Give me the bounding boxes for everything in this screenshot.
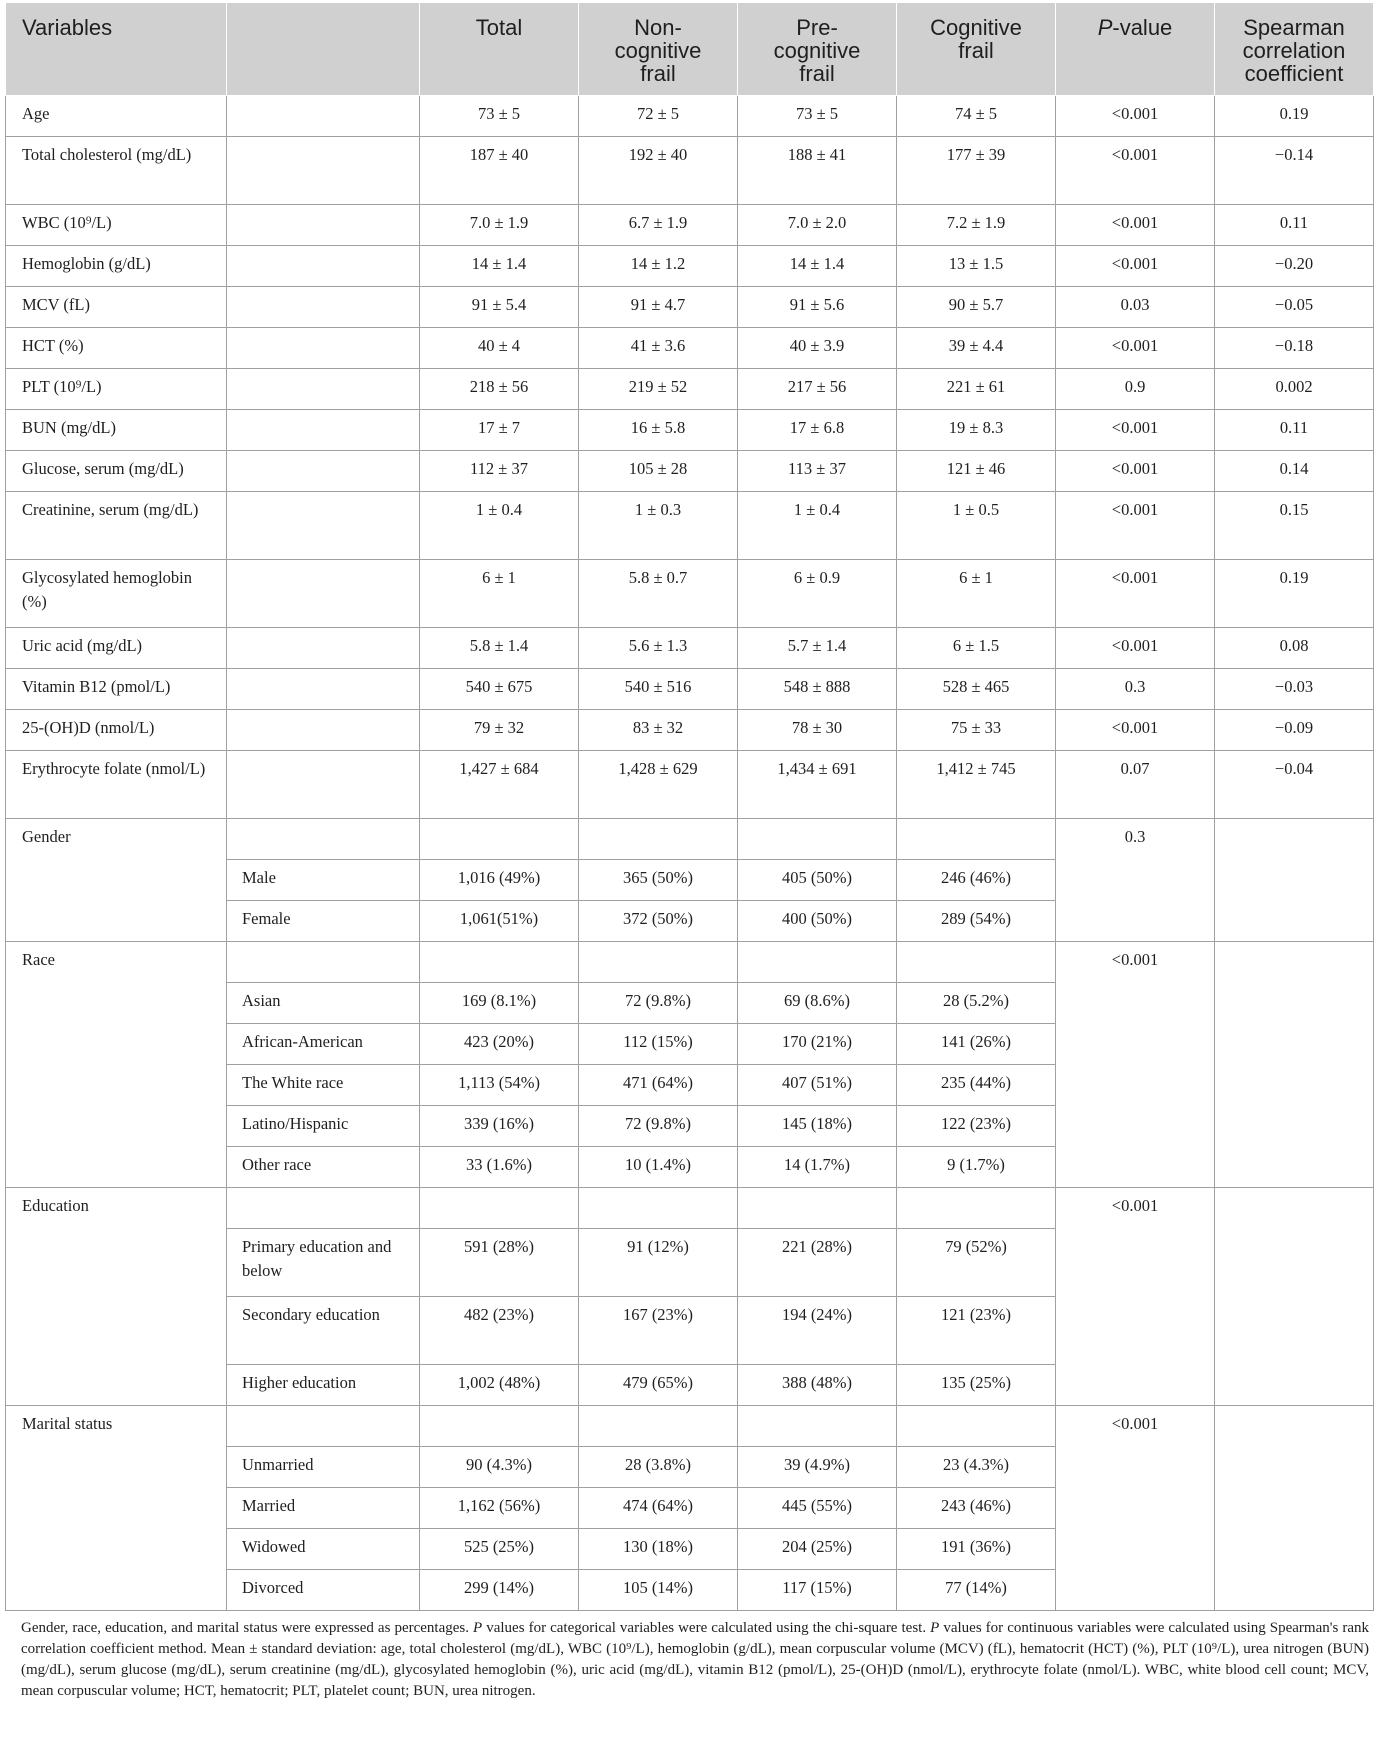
p-value-cell: <0.001 bbox=[1056, 451, 1215, 492]
subcategory-cell bbox=[227, 710, 420, 751]
non-cognitive-frail-cell: 28 (3.8%) bbox=[579, 1447, 738, 1488]
pre-cognitive-frail-cell: 405 (50%) bbox=[738, 860, 897, 901]
cognitive-frail-cell: 221 ± 61 bbox=[897, 369, 1056, 410]
pre-cognitive-frail-cell: 221 (28%) bbox=[738, 1229, 897, 1297]
pre-cognitive-frail-cell: 5.7 ± 1.4 bbox=[738, 628, 897, 669]
cognitive-frail-cell bbox=[897, 819, 1056, 860]
non-cognitive-frail-cell bbox=[579, 1406, 738, 1447]
spearman-cell: 0.19 bbox=[1215, 96, 1374, 137]
variable-cell: BUN (mg/dL) bbox=[6, 410, 227, 451]
total-cell: 1,162 (56%) bbox=[420, 1488, 579, 1529]
spearman-cell: −0.14 bbox=[1215, 137, 1374, 205]
p-value-cell: <0.001 bbox=[1056, 710, 1215, 751]
subcategory-cell bbox=[227, 1406, 420, 1447]
subcategory-cell: Asian bbox=[227, 983, 420, 1024]
total-cell: 423 (20%) bbox=[420, 1024, 579, 1065]
pre-cognitive-frail-cell bbox=[738, 1406, 897, 1447]
variable-cell: MCV (fL) bbox=[6, 287, 227, 328]
non-cognitive-frail-cell: 16 ± 5.8 bbox=[579, 410, 738, 451]
pre-cognitive-frail-cell: 17 ± 6.8 bbox=[738, 410, 897, 451]
variable-cell: HCT (%) bbox=[6, 328, 227, 369]
cognitive-frail-cell: 246 (46%) bbox=[897, 860, 1056, 901]
table-row bbox=[6, 246, 1374, 287]
table-row bbox=[6, 451, 1374, 492]
total-cell: 17 ± 7 bbox=[420, 410, 579, 451]
non-cognitive-frail-cell: 365 (50%) bbox=[579, 860, 738, 901]
non-cognitive-frail-cell: 105 (14%) bbox=[579, 1570, 738, 1611]
pre-cognitive-frail-cell bbox=[738, 819, 897, 860]
header-label: Cognitive frail bbox=[930, 15, 1022, 63]
cognitive-frail-cell: 79 (52%) bbox=[897, 1229, 1056, 1297]
pre-cognitive-frail-cell: 188 ± 41 bbox=[738, 137, 897, 205]
cognitive-frail-cell: 141 (26%) bbox=[897, 1024, 1056, 1065]
p-value-cell: <0.001 bbox=[1056, 1188, 1215, 1406]
total-cell: 79 ± 32 bbox=[420, 710, 579, 751]
cognitive-frail-cell: 23 (4.3%) bbox=[897, 1447, 1056, 1488]
cognitive-frail-cell: 6 ± 1 bbox=[897, 560, 1056, 628]
table-row bbox=[6, 560, 1374, 628]
total-cell: 90 (4.3%) bbox=[420, 1447, 579, 1488]
non-cognitive-frail-cell: 5.8 ± 0.7 bbox=[579, 560, 738, 628]
p-value-cell: <0.001 bbox=[1056, 137, 1215, 205]
non-cognitive-frail-cell: 474 (64%) bbox=[579, 1488, 738, 1529]
non-cognitive-frail-cell: 219 ± 52 bbox=[579, 369, 738, 410]
total-cell: 525 (25%) bbox=[420, 1529, 579, 1570]
spearman-cell bbox=[1215, 942, 1374, 1188]
group-header-row bbox=[6, 942, 1374, 983]
group-variable-cell: Race bbox=[6, 942, 227, 1188]
p-value-cell: <0.001 bbox=[1056, 1406, 1215, 1611]
pre-cognitive-frail-cell: 445 (55%) bbox=[738, 1488, 897, 1529]
total-cell: 591 (28%) bbox=[420, 1229, 579, 1297]
subcategory-cell: Other race bbox=[227, 1147, 420, 1188]
total-cell bbox=[420, 942, 579, 983]
cognitive-frail-cell: 28 (5.2%) bbox=[897, 983, 1056, 1024]
header-label: Non- cognitive frail bbox=[614, 15, 702, 86]
p-value-cell: <0.001 bbox=[1056, 328, 1215, 369]
p-value-cell: 0.07 bbox=[1056, 751, 1215, 819]
cognitive-frail-cell bbox=[897, 1188, 1056, 1229]
subcategory-cell bbox=[227, 246, 420, 287]
non-cognitive-frail-cell: 72 ± 5 bbox=[579, 96, 738, 137]
pre-cognitive-frail-cell: 400 (50%) bbox=[738, 901, 897, 942]
total-cell: 1,427 ± 684 bbox=[420, 751, 579, 819]
variable-cell: Hemoglobin (g/dL) bbox=[6, 246, 227, 287]
variable-cell: Erythrocyte folate (nmol/L) bbox=[6, 751, 227, 819]
subcategory-cell bbox=[227, 369, 420, 410]
total-cell: 7.0 ± 1.9 bbox=[420, 205, 579, 246]
non-cognitive-frail-cell: 72 (9.8%) bbox=[579, 1106, 738, 1147]
header-label: P-value bbox=[1097, 15, 1173, 40]
table-row bbox=[6, 669, 1374, 710]
subcategory-cell: Widowed bbox=[227, 1529, 420, 1570]
spearman-cell: −0.03 bbox=[1215, 669, 1374, 710]
subcategory-cell bbox=[227, 492, 420, 560]
non-cognitive-frail-cell: 83 ± 32 bbox=[579, 710, 738, 751]
pre-cognitive-frail-cell: 407 (51%) bbox=[738, 1065, 897, 1106]
cognitive-frail-cell: 121 ± 46 bbox=[897, 451, 1056, 492]
subcategory-cell: Unmarried bbox=[227, 1447, 420, 1488]
subcategory-cell: The White race bbox=[227, 1065, 420, 1106]
total-cell: 187 ± 40 bbox=[420, 137, 579, 205]
non-cognitive-frail-cell: 1 ± 0.3 bbox=[579, 492, 738, 560]
table-footnote: Gender, race, education, and marital status were expressed as percentages. P values for categorical variables were calculated using the chi-square test. P values for continuous variables were calculated using Spearman's rank correlation coefficient method. Mean ± standard deviation: age, total cholesterol (mg/dL), WBC (10⁹/L), hemoglobin (g/dL), mean corpuscular volume (MCV) (fL), hematocrit (HCT) (%), PLT (10⁹/L), urea nitrogen (BUN) (mg/dL), serum glucose (mg/dL), serum creatinine (mg/dL), glycosylated hemoglobin (%), uric acid (mg/dL), vitamin B12 (pmol/L), 25-(OH)D (nmol/L), erythrocyte folate (nmol/L). WBC, white blood cell count; MCV, mean corpuscular volume; HCT, hematocrit; PLT, platelet count; BUN, urea nitrogen. bbox=[21, 1620, 1369, 1699]
cognitive-frail-cell: 1 ± 0.5 bbox=[897, 492, 1056, 560]
pre-cognitive-frail-cell: 73 ± 5 bbox=[738, 96, 897, 137]
cognitive-frail-cell: 243 (46%) bbox=[897, 1488, 1056, 1529]
p-value-cell: <0.001 bbox=[1056, 410, 1215, 451]
subcategory-cell: Latino/Hispanic bbox=[227, 1106, 420, 1147]
non-cognitive-frail-cell bbox=[579, 1188, 738, 1229]
p-value-cell: <0.001 bbox=[1056, 96, 1215, 137]
total-cell bbox=[420, 819, 579, 860]
non-cognitive-frail-cell: 91 ± 4.7 bbox=[579, 287, 738, 328]
header-label: Pre- cognitive frail bbox=[773, 15, 861, 86]
spearman-cell: 0.11 bbox=[1215, 205, 1374, 246]
table-row bbox=[6, 205, 1374, 246]
total-cell: 112 ± 37 bbox=[420, 451, 579, 492]
subcategory-cell bbox=[227, 287, 420, 328]
pre-cognitive-frail-cell: 7.0 ± 2.0 bbox=[738, 205, 897, 246]
group-header-row bbox=[6, 1188, 1374, 1229]
non-cognitive-frail-cell: 112 (15%) bbox=[579, 1024, 738, 1065]
subcategory-cell: African-American bbox=[227, 1024, 420, 1065]
spearman-cell: 0.19 bbox=[1215, 560, 1374, 628]
p-value-cell: 0.9 bbox=[1056, 369, 1215, 410]
spearman-cell: 0.08 bbox=[1215, 628, 1374, 669]
cognitive-frail-cell bbox=[897, 942, 1056, 983]
total-cell: 1 ± 0.4 bbox=[420, 492, 579, 560]
non-cognitive-frail-cell: 105 ± 28 bbox=[579, 451, 738, 492]
spearman-cell: −0.09 bbox=[1215, 710, 1374, 751]
table-row bbox=[6, 710, 1374, 751]
group-header-row bbox=[6, 1406, 1374, 1447]
non-cognitive-frail-cell: 471 (64%) bbox=[579, 1065, 738, 1106]
cognitive-frail-cell bbox=[897, 1406, 1056, 1447]
pre-cognitive-frail-cell: 78 ± 30 bbox=[738, 710, 897, 751]
pre-cognitive-frail-cell: 69 (8.6%) bbox=[738, 983, 897, 1024]
table-row bbox=[6, 137, 1374, 205]
pre-cognitive-frail-cell: 40 ± 3.9 bbox=[738, 328, 897, 369]
total-cell: 1,113 (54%) bbox=[420, 1065, 579, 1106]
total-cell: 1,016 (49%) bbox=[420, 860, 579, 901]
total-cell: 5.8 ± 1.4 bbox=[420, 628, 579, 669]
pre-cognitive-frail-cell: 39 (4.9%) bbox=[738, 1447, 897, 1488]
total-cell: 540 ± 675 bbox=[420, 669, 579, 710]
pre-cognitive-frail-cell: 6 ± 0.9 bbox=[738, 560, 897, 628]
total-cell: 73 ± 5 bbox=[420, 96, 579, 137]
header-row bbox=[6, 3, 1374, 96]
spearman-cell bbox=[1215, 819, 1374, 942]
total-cell: 40 ± 4 bbox=[420, 328, 579, 369]
p-value-cell: <0.001 bbox=[1056, 205, 1215, 246]
cognitive-frail-cell: 39 ± 4.4 bbox=[897, 328, 1056, 369]
total-cell: 169 (8.1%) bbox=[420, 983, 579, 1024]
table-row bbox=[6, 287, 1374, 328]
spearman-cell: −0.20 bbox=[1215, 246, 1374, 287]
p-value-cell: <0.001 bbox=[1056, 560, 1215, 628]
pre-cognitive-frail-cell: 14 (1.7%) bbox=[738, 1147, 897, 1188]
subcategory-cell bbox=[227, 560, 420, 628]
cognitive-frail-cell: 235 (44%) bbox=[897, 1065, 1056, 1106]
spearman-cell: −0.05 bbox=[1215, 287, 1374, 328]
pre-cognitive-frail-cell: 548 ± 888 bbox=[738, 669, 897, 710]
subcategory-cell bbox=[227, 137, 420, 205]
cognitive-frail-cell: 74 ± 5 bbox=[897, 96, 1056, 137]
non-cognitive-frail-cell: 540 ± 516 bbox=[579, 669, 738, 710]
group-variable-cell: Gender bbox=[6, 819, 227, 942]
header-cognitive-frail bbox=[897, 3, 1056, 96]
total-cell: 14 ± 1.4 bbox=[420, 246, 579, 287]
subcategory-cell: Primary education and below bbox=[227, 1229, 420, 1297]
table-row bbox=[6, 751, 1374, 819]
non-cognitive-frail-cell: 72 (9.8%) bbox=[579, 983, 738, 1024]
non-cognitive-frail-cell bbox=[579, 819, 738, 860]
p-value-cell: <0.001 bbox=[1056, 492, 1215, 560]
pre-cognitive-frail-cell bbox=[738, 942, 897, 983]
cognitive-frail-cell: 121 (23%) bbox=[897, 1297, 1056, 1365]
subcategory-cell bbox=[227, 942, 420, 983]
table-row bbox=[6, 328, 1374, 369]
cognitive-frail-cell: 289 (54%) bbox=[897, 901, 1056, 942]
subcategory-cell: Married bbox=[227, 1488, 420, 1529]
pre-cognitive-frail-cell: 194 (24%) bbox=[738, 1297, 897, 1365]
subcategory-cell: Higher education bbox=[227, 1365, 420, 1406]
subcategory-cell: Divorced bbox=[227, 1570, 420, 1611]
subcategory-cell bbox=[227, 751, 420, 819]
non-cognitive-frail-cell: 372 (50%) bbox=[579, 901, 738, 942]
group-variable-cell: Education bbox=[6, 1188, 227, 1406]
non-cognitive-frail-cell: 479 (65%) bbox=[579, 1365, 738, 1406]
group-variable-cell: Marital status bbox=[6, 1406, 227, 1611]
subcategory-cell: Secondary education bbox=[227, 1297, 420, 1365]
pre-cognitive-frail-cell bbox=[738, 1188, 897, 1229]
total-cell: 6 ± 1 bbox=[420, 560, 579, 628]
header-p-value bbox=[1056, 3, 1215, 96]
variable-cell: WBC (10⁹/L) bbox=[6, 205, 227, 246]
pre-cognitive-frail-cell: 388 (48%) bbox=[738, 1365, 897, 1406]
pre-cognitive-frail-cell: 145 (18%) bbox=[738, 1106, 897, 1147]
subcategory-cell bbox=[227, 1188, 420, 1229]
spearman-cell: 0.14 bbox=[1215, 451, 1374, 492]
spearman-cell: −0.18 bbox=[1215, 328, 1374, 369]
variable-cell: Total cholesterol (mg/dL) bbox=[6, 137, 227, 205]
subcategory-cell bbox=[227, 328, 420, 369]
cognitive-frail-cell: 19 ± 8.3 bbox=[897, 410, 1056, 451]
subcategory-cell bbox=[227, 96, 420, 137]
cognitive-frail-cell: 6 ± 1.5 bbox=[897, 628, 1056, 669]
p-value-cell: <0.001 bbox=[1056, 942, 1215, 1188]
cognitive-frail-cell: 528 ± 465 bbox=[897, 669, 1056, 710]
cognitive-frail-cell: 7.2 ± 1.9 bbox=[897, 205, 1056, 246]
group-header-row bbox=[6, 819, 1374, 860]
variable-cell: Uric acid (mg/dL) bbox=[6, 628, 227, 669]
total-cell: 218 ± 56 bbox=[420, 369, 579, 410]
table-row bbox=[6, 369, 1374, 410]
subcategory-cell: Male bbox=[227, 860, 420, 901]
cognitive-frail-cell: 1,412 ± 745 bbox=[897, 751, 1056, 819]
non-cognitive-frail-cell: 167 (23%) bbox=[579, 1297, 738, 1365]
table-row bbox=[6, 628, 1374, 669]
total-cell: 482 (23%) bbox=[420, 1297, 579, 1365]
total-cell bbox=[420, 1188, 579, 1229]
non-cognitive-frail-cell: 130 (18%) bbox=[579, 1529, 738, 1570]
variable-cell: Age bbox=[6, 96, 227, 137]
header-spearman bbox=[1215, 3, 1374, 96]
pre-cognitive-frail-cell: 1,434 ± 691 bbox=[738, 751, 897, 819]
variable-cell: Vitamin B12 (pmol/L) bbox=[6, 669, 227, 710]
table-body bbox=[6, 96, 1374, 1611]
table-row bbox=[6, 410, 1374, 451]
variable-cell: Creatinine, serum (mg/dL) bbox=[6, 492, 227, 560]
cognitive-frail-cell: 9 (1.7%) bbox=[897, 1147, 1056, 1188]
header-non-cognitive-frail bbox=[579, 3, 738, 96]
cognitive-frail-cell: 122 (23%) bbox=[897, 1106, 1056, 1147]
header-subcategory bbox=[227, 3, 420, 96]
spearman-cell: 0.11 bbox=[1215, 410, 1374, 451]
p-value-cell: 0.03 bbox=[1056, 287, 1215, 328]
total-cell: 339 (16%) bbox=[420, 1106, 579, 1147]
p-value-cell: 0.3 bbox=[1056, 819, 1215, 942]
variable-cell: Glycosylated hemoglobin (%) bbox=[6, 560, 227, 628]
p-value-cell: <0.001 bbox=[1056, 628, 1215, 669]
non-cognitive-frail-cell: 5.6 ± 1.3 bbox=[579, 628, 738, 669]
p-value-cell: <0.001 bbox=[1056, 246, 1215, 287]
subcategory-cell bbox=[227, 451, 420, 492]
pre-cognitive-frail-cell: 91 ± 5.6 bbox=[738, 287, 897, 328]
table-row bbox=[6, 96, 1374, 137]
total-cell: 91 ± 5.4 bbox=[420, 287, 579, 328]
pre-cognitive-frail-cell: 204 (25%) bbox=[738, 1529, 897, 1570]
non-cognitive-frail-cell: 192 ± 40 bbox=[579, 137, 738, 205]
header-pre-cognitive-frail bbox=[738, 3, 897, 96]
variable-cell: 25-(OH)D (nmol/L) bbox=[6, 710, 227, 751]
cognitive-frail-cell: 13 ± 1.5 bbox=[897, 246, 1056, 287]
total-cell: 33 (1.6%) bbox=[420, 1147, 579, 1188]
pre-cognitive-frail-cell: 117 (15%) bbox=[738, 1570, 897, 1611]
header-variables: Variables bbox=[6, 3, 227, 96]
subcategory-cell bbox=[227, 669, 420, 710]
non-cognitive-frail-cell: 41 ± 3.6 bbox=[579, 328, 738, 369]
p-value-cell: 0.3 bbox=[1056, 669, 1215, 710]
spearman-cell bbox=[1215, 1188, 1374, 1406]
cognitive-frail-cell: 191 (36%) bbox=[897, 1529, 1056, 1570]
subcategory-cell: Female bbox=[227, 901, 420, 942]
header-label: Spearman correlation coefficient bbox=[1242, 15, 1346, 86]
pre-cognitive-frail-cell: 1 ± 0.4 bbox=[738, 492, 897, 560]
cognitive-frail-cell: 135 (25%) bbox=[897, 1365, 1056, 1406]
pre-cognitive-frail-cell: 217 ± 56 bbox=[738, 369, 897, 410]
subcategory-cell bbox=[227, 628, 420, 669]
total-cell bbox=[420, 1406, 579, 1447]
total-cell: 1,002 (48%) bbox=[420, 1365, 579, 1406]
non-cognitive-frail-cell: 6.7 ± 1.9 bbox=[579, 205, 738, 246]
non-cognitive-frail-cell: 14 ± 1.2 bbox=[579, 246, 738, 287]
pre-cognitive-frail-cell: 14 ± 1.4 bbox=[738, 246, 897, 287]
document bbox=[5, 2, 1373, 1702]
non-cognitive-frail-cell: 10 (1.4%) bbox=[579, 1147, 738, 1188]
table-row bbox=[6, 492, 1374, 560]
variable-cell: Glucose, serum (mg/dL) bbox=[6, 451, 227, 492]
pre-cognitive-frail-cell: 170 (21%) bbox=[738, 1024, 897, 1065]
cognitive-frail-cell: 177 ± 39 bbox=[897, 137, 1056, 205]
pre-cognitive-frail-cell: 113 ± 37 bbox=[738, 451, 897, 492]
header-total: Total bbox=[420, 3, 579, 96]
cognitive-frail-cell: 90 ± 5.7 bbox=[897, 287, 1056, 328]
non-cognitive-frail-cell: 91 (12%) bbox=[579, 1229, 738, 1297]
non-cognitive-frail-cell: 1,428 ± 629 bbox=[579, 751, 738, 819]
cognitive-frail-cell: 75 ± 33 bbox=[897, 710, 1056, 751]
spearman-cell: 0.15 bbox=[1215, 492, 1374, 560]
variable-cell: PLT (10⁹/L) bbox=[6, 369, 227, 410]
spearman-cell bbox=[1215, 1406, 1374, 1611]
non-cognitive-frail-cell bbox=[579, 942, 738, 983]
total-cell: 299 (14%) bbox=[420, 1570, 579, 1611]
spearman-cell: −0.04 bbox=[1215, 751, 1374, 819]
total-cell: 1,061(51%) bbox=[420, 901, 579, 942]
data-table bbox=[5, 2, 1374, 1611]
cognitive-frail-cell: 77 (14%) bbox=[897, 1570, 1056, 1611]
spearman-cell: 0.002 bbox=[1215, 369, 1374, 410]
subcategory-cell bbox=[227, 205, 420, 246]
subcategory-cell bbox=[227, 410, 420, 451]
subcategory-cell bbox=[227, 819, 420, 860]
